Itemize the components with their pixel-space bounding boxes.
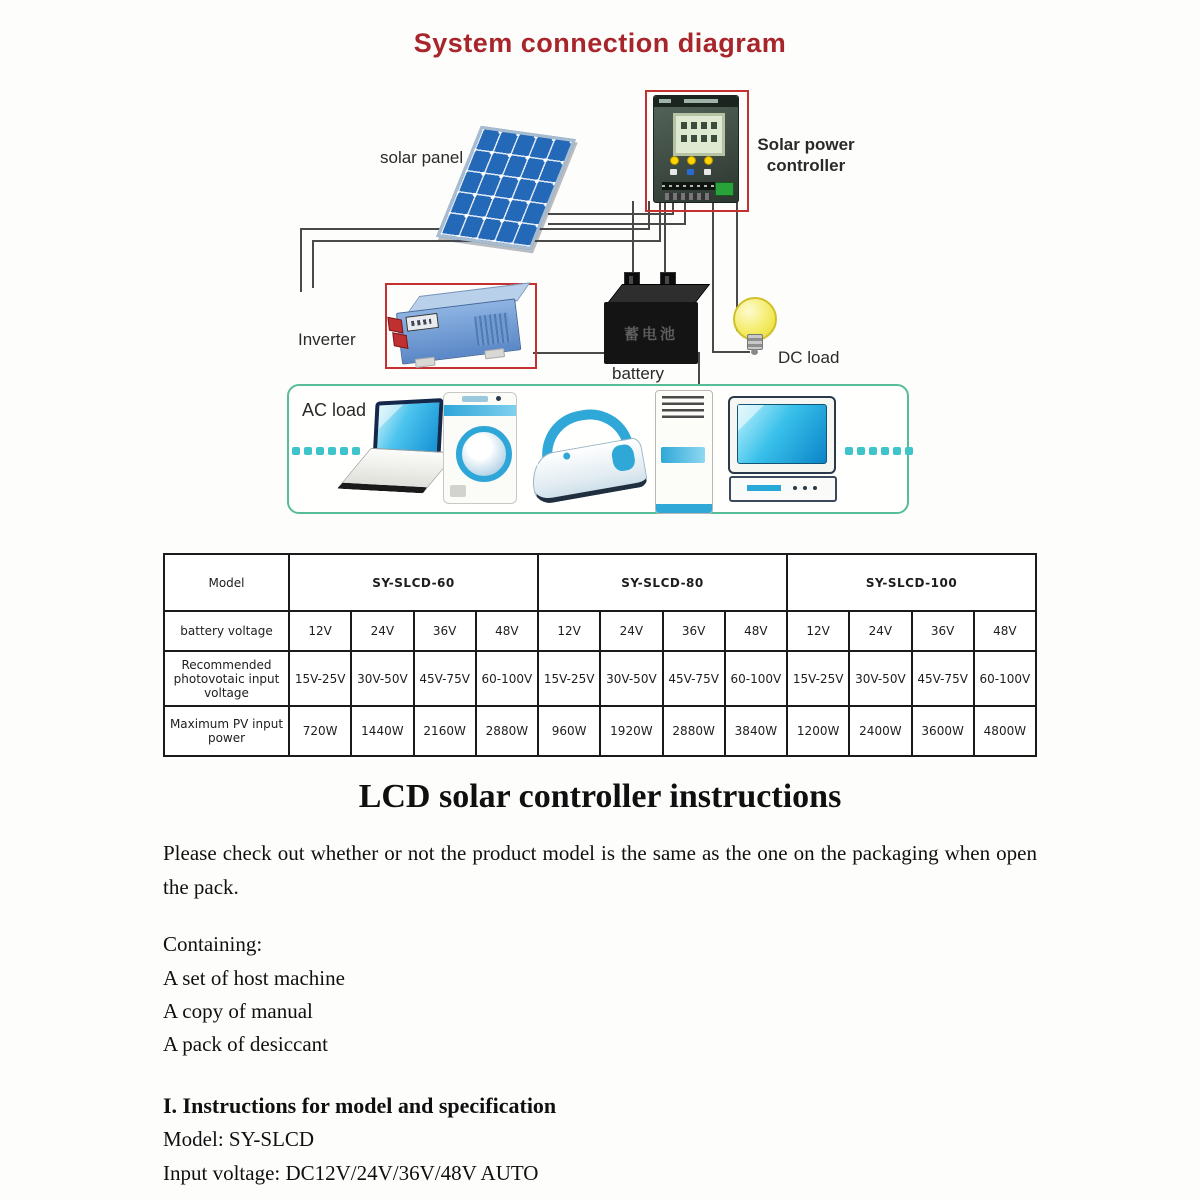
diagram-title: System connection diagram [413,28,787,58]
battery-front-face [604,302,698,364]
inverter-connector-2 [392,332,408,349]
containing-item: A copy of manual [163,999,313,1023]
washing-machine-door [456,426,512,482]
spec-row-label: Model [164,554,289,611]
containing-label: Containing: [163,932,263,956]
spec-cell: 15V-25V [289,651,351,706]
iron-heel-accent [610,443,636,472]
section-heading: I. Instructions for model and specification [163,1093,557,1118]
spec-cell: 24V [351,611,413,651]
controller-terminal-green [715,182,734,196]
laptop [350,398,440,500]
spec-cell: 48V [725,611,787,651]
laptop-screen-glare [378,404,403,429]
containing-item: A set of host machine [163,966,345,990]
spec-cell: 2880W [663,706,725,756]
spec-cell: 2880W [476,706,538,756]
controller-lcd-screen [673,113,725,156]
spec-cell: 60-100V [974,651,1036,706]
spec-cell: 45V-75V [414,651,476,706]
air-conditioner-vents [662,396,704,420]
spec-cell: 1920W [600,706,662,756]
iron-dial [563,452,571,460]
spec-cell: 12V [289,611,351,651]
input-voltage-line: Input voltage: DC12V/24V/36V/48V AUTO [163,1161,539,1185]
controller-button-2 [687,169,694,175]
ac-load-label: AC load [302,400,367,420]
spec-cell: 45V-75V [912,651,974,706]
tv [728,396,840,502]
table-row-pv-voltage [164,651,1036,706]
tv-base-dot-3 [813,486,817,490]
spec-cell: 60-100V [725,651,787,706]
spec-cell: 36V [414,611,476,651]
controller-button-1 [670,169,677,175]
air-conditioner-base-strip [656,504,712,513]
inverter-label: Inverter [298,330,356,349]
controller-top-bar [654,96,738,107]
air-conditioner-band [661,447,705,463]
controller-button-3 [704,169,711,175]
controller-led-2 [687,156,696,165]
spec-cell: 2400W [849,706,911,756]
controller-led-3 [704,156,713,165]
tv-base-slot [747,485,781,491]
tv-screen-glare [738,405,764,431]
bulb-base [747,334,763,350]
controller-terminal-row [665,193,711,200]
spec-cell: 48V [476,611,538,651]
spec-cell: 24V [849,611,911,651]
dc-load-label: DC load [778,348,840,367]
intro-paragraph: Please check out whether or not the product model is the same as the one on the packaging when open the pack. [163,841,1037,900]
spec-cell: 2160W [414,706,476,756]
spec-cell: 30V-50V [849,651,911,706]
model-line: Model: SY-SLCD [163,1127,315,1151]
tv-screen [737,404,827,464]
spec-cell: 12V [787,611,849,651]
containing-item: A pack of desiccant [163,1032,329,1056]
washing-machine [443,392,517,504]
spec-cell: 30V-50V [600,651,662,706]
spec-cell: 1200W [787,706,849,756]
air-conditioner [655,390,713,514]
inverter-vent [474,312,511,346]
ac-dots-right [845,447,913,455]
controller-label [750,134,862,177]
spec-cell: 36V [663,611,725,651]
spec-model-name: SY-SLCD-100 [787,554,1036,611]
spec-model-name: SY-SLCD-80 [538,554,787,611]
spec-cell: 30V-50V [351,651,413,706]
battery-label: battery [612,364,664,383]
spec-cell: 3840W [725,706,787,756]
washing-machine-knob [496,396,501,401]
spec-cell: 12V [538,611,600,651]
controller-led-1 [670,156,679,165]
spec-row-label: Maximum PV input power [164,706,289,756]
washing-machine-drawer [450,485,466,497]
spec-cell: 15V-25V [538,651,600,706]
controller-label-line2: controller [766,156,846,176]
spec-cell: 15V-25V [787,651,849,706]
spec-cell: 1440W [351,706,413,756]
inverter-connector-1 [387,317,403,334]
spec-cell: 60-100V [476,651,538,706]
washing-machine-band [444,405,516,416]
spec-cell: 960W [538,706,600,756]
spec-cell: 48V [974,611,1036,651]
tv-base-dot-1 [793,486,797,490]
tv-frame [728,396,836,474]
table-row-model [164,554,1036,611]
table-row-battery-voltage [164,611,1036,651]
spec-cell: 3600W [912,706,974,756]
spec-cell: 4800W [974,706,1036,756]
spec-table [163,553,1037,757]
battery-device [600,268,710,373]
spec-model-name: SY-SLCD-60 [289,554,538,611]
tv-base [729,476,837,502]
solar-panel-label: solar panel [380,148,464,167]
spec-cell: 24V [600,611,662,651]
table-row-pv-power [164,706,1036,756]
spec-cell: 720W [289,706,351,756]
bulb-tip [751,349,758,355]
laptop-base [337,448,457,494]
spec-row-label: Recommended photovotaic input voltage [164,651,289,706]
tv-base-dot-2 [803,486,807,490]
instructions-heading: LCD solar controller instructions [358,778,842,815]
controller-label-line1: Solar power [757,135,855,154]
inverter-display [405,313,439,332]
charge-controller-device [653,95,739,203]
spec-row-label: battery voltage [164,611,289,651]
spec-cell: 36V [912,611,974,651]
battery-chinese-text: 蓄电池 [623,325,678,343]
washing-machine-panel [462,396,488,402]
spec-cell: 45V-75V [663,651,725,706]
